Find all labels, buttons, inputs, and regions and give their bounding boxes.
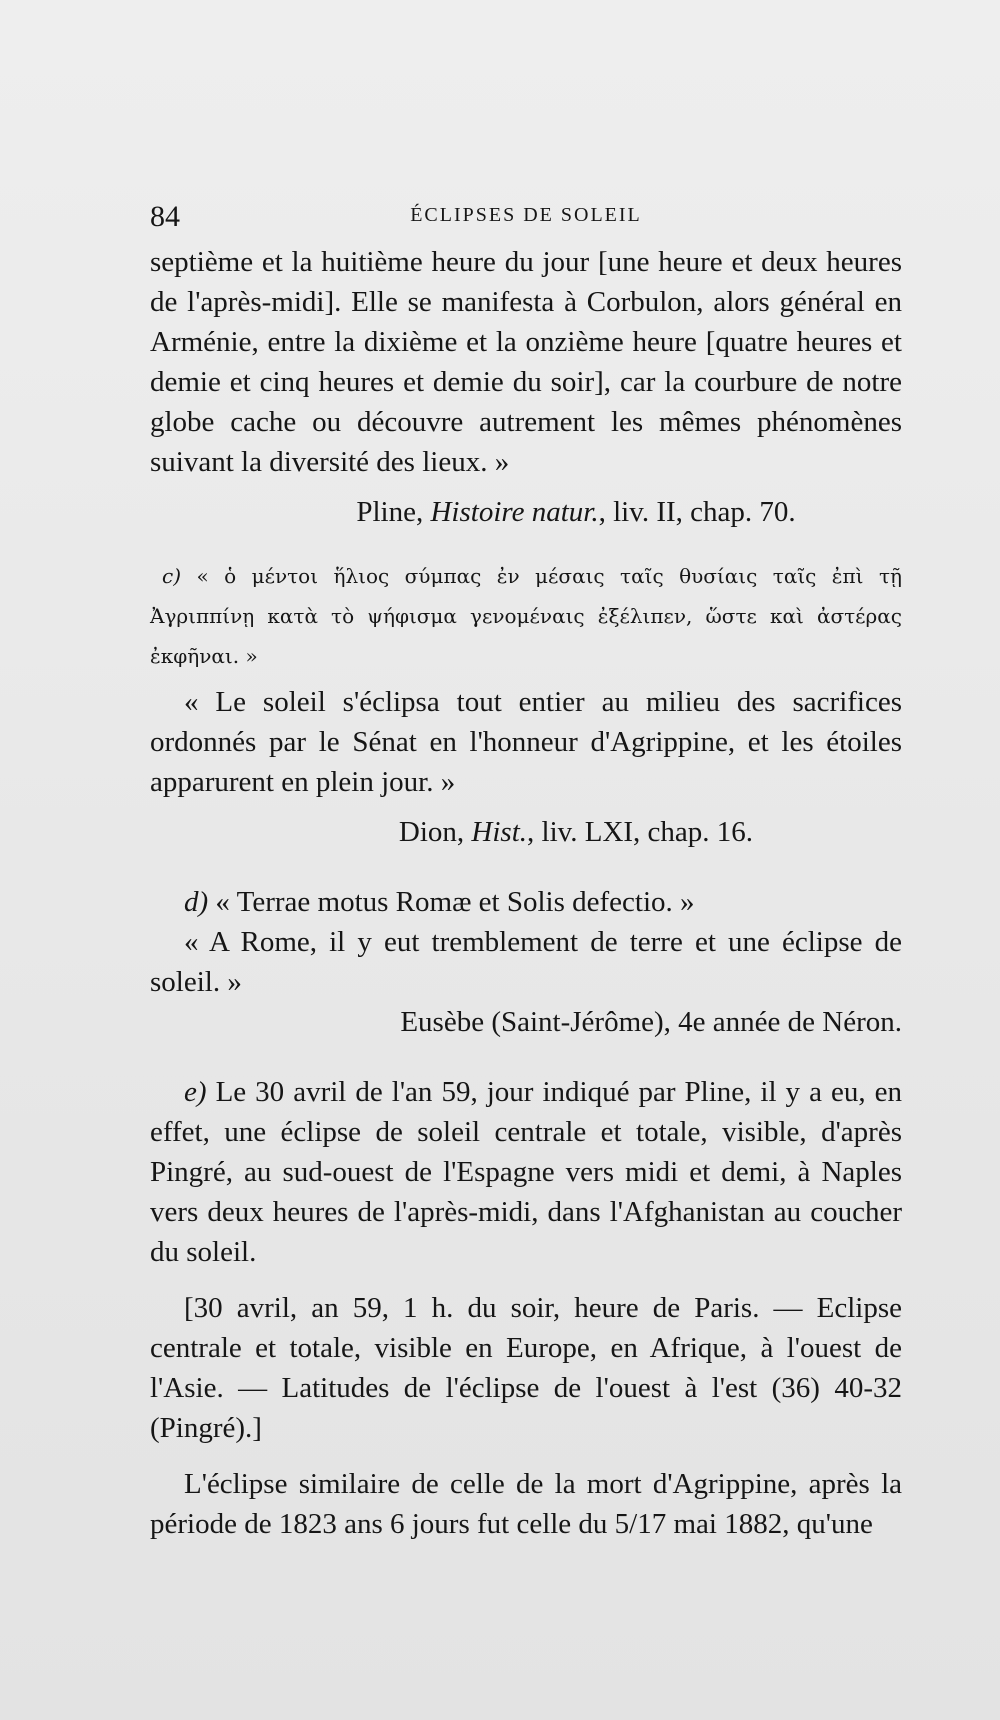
paragraph-d [150, 882, 902, 922]
greek-quote [150, 556, 902, 676]
citation-rest: , liv. II, chap. 70. [598, 496, 796, 528]
item-letter-e: e) [184, 1076, 207, 1108]
item-letter-c: c) [162, 564, 182, 588]
paragraph-similar-eclipse: L'éclipse similaire de celle de la mort d'Agrippine, après la période de 1823 ans 6 jours fut celle du 5/17 mai 1882, qu'une [150, 1468, 902, 1540]
paragraph-e-text: Le 30 avril de l'an 59, jour indiqué par Pline, il y a eu, en effet, une éclipse de soleil centrale et totale, visible, d'après Pingré, au sud-ouest de l'Espagne vers midi et demi, à Naples vers deux heures de l'après-midi, dans l'Afghanistan au coucher du soleil. [150, 1076, 903, 1268]
citation-work: Hist. [471, 816, 528, 848]
paragraph-continuation: septième et la huitième heure du jour [une heure et deux heures de l'après-midi]. Elle se manifesta à Corbulon, alors général en Arménie, entre la dixième et la onzième heure [quatre heures et demie et cinq heures et demie du soir], car la courbure de notre globe cache ou découvre autrement les mêmes phénomènes suivant la diversité des lieux. » [150, 246, 902, 478]
citation-author: Pline, [356, 496, 424, 528]
citation-eusebe: Eusèbe (Saint-Jérôme), 4e année de Néron. [400, 1006, 902, 1038]
running-head: ÉCLIPSES DE SOLEIL [410, 204, 642, 226]
item-letter-d: d) [184, 886, 209, 918]
paragraph-e [150, 1072, 902, 1272]
body-text [150, 242, 902, 1544]
page-header [150, 200, 902, 240]
citation-pline [250, 492, 902, 532]
citation-rest: , liv. LXI, chap. 16. [527, 816, 754, 848]
citation-dion [250, 812, 902, 852]
latin-quote: « Terrae motus Romæ et Solis defectio. » [215, 886, 695, 918]
paragraph-translation-eusebe: « A Rome, il y eut tremblement de terre et une éclipse de soleil. » [150, 926, 902, 998]
page-number: 84 [150, 200, 180, 233]
greek-text: « ὁ μέντοι ἥλιος σύμπας ἐν μέσαις ταῖς θυσίαις ταῖς ἐπὶ τῇ Ἀγριππίνῃ κατὰ τὸ ψήφισμα γενομέναις ἐξέλιπεν, ὥστε καὶ ἀστέρας ἐκφῆναι. » [150, 564, 903, 668]
citation-author: Dion, [398, 816, 465, 848]
paragraph-bracket-note: [30 avril, an 59, 1 h. du soir, heure de Paris. — Eclipse centrale et totale, visible en Europe, en Afrique, à l'ouest de l'Asie. — Latitudes de l'éclipse de l'ouest à l'est (36) 40-32 (Pingré).] [150, 1292, 902, 1444]
citation-work: Histoire natur. [430, 496, 599, 528]
paragraph-translation-dion: « Le soleil s'éclipsa tout entier au milieu des sacrifices ordonnés par le Sénat en l'honneur d'Agrippine, et les étoiles apparurent en plein jour. » [150, 686, 902, 798]
